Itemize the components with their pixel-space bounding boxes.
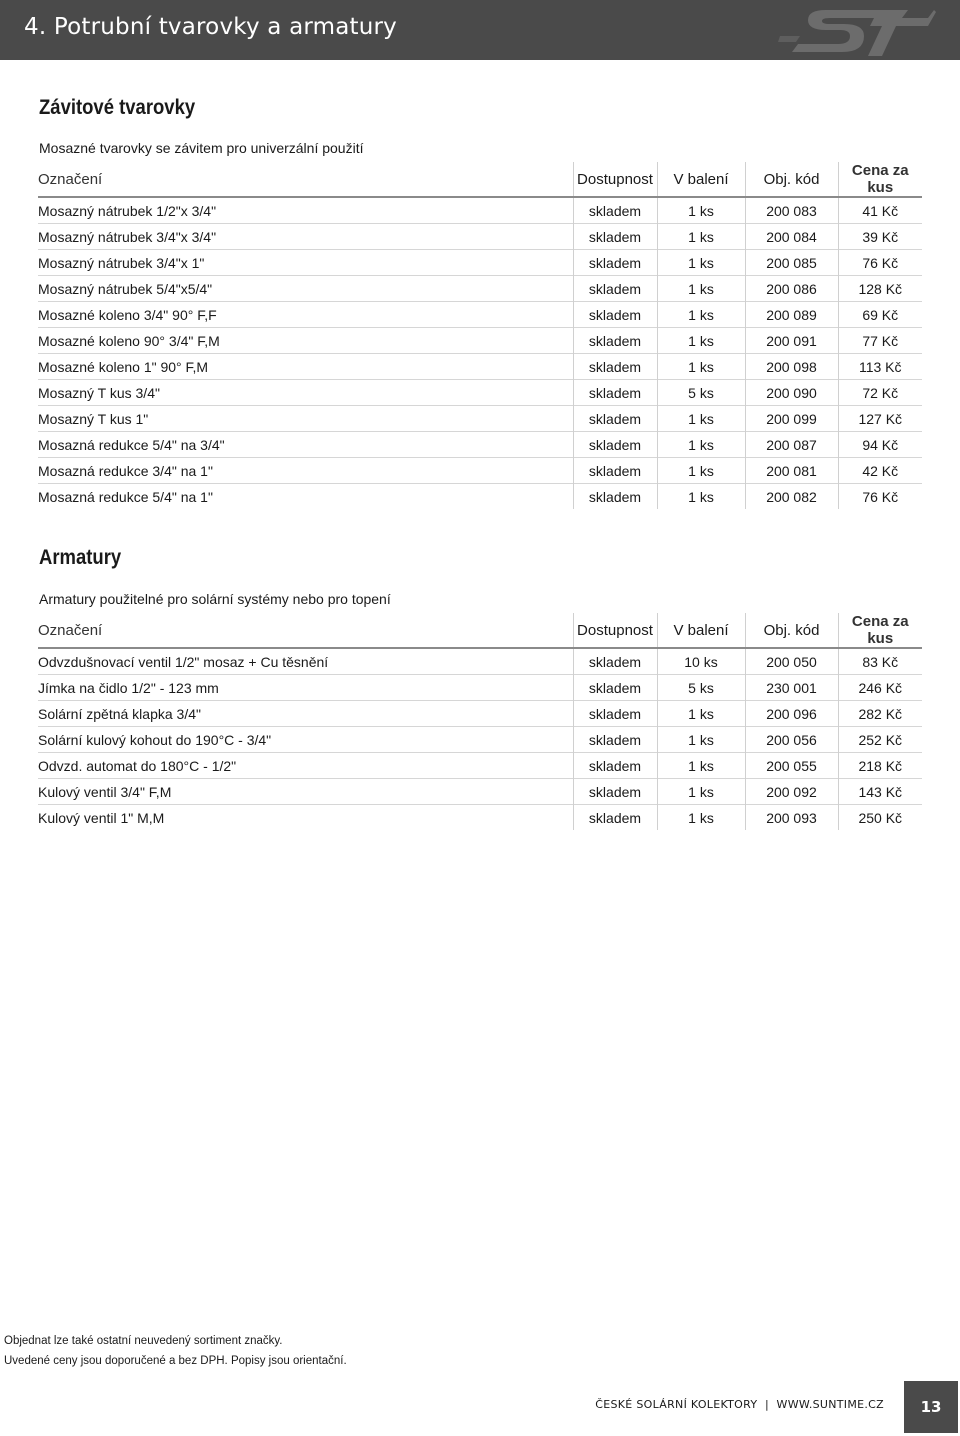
cell-availability: skladem [573, 354, 657, 380]
cell-name: Kulový ventil 1" M,M [38, 805, 573, 831]
table-header-row [38, 613, 922, 648]
cell-name: Mosazný nátrubek 3/4"x 3/4" [38, 224, 573, 250]
cell-name: Mosazný T kus 3/4" [38, 380, 573, 406]
section-title-fittings: Závitové tvarovky [39, 96, 196, 119]
valves-table [38, 613, 922, 830]
cell-pack: 1 ks [657, 406, 745, 432]
cell-pack: 10 ks [657, 648, 745, 675]
cell-code: 200 083 [745, 197, 838, 224]
cell-price: 252 Kč [838, 727, 922, 753]
cell-pack: 1 ks [657, 484, 745, 510]
cell-name: Solární zpětná klapka 3/4" [38, 701, 573, 727]
cell-pack: 1 ks [657, 432, 745, 458]
cell-price: 69 Kč [838, 302, 922, 328]
column-header-code: Obj. kód [745, 613, 838, 648]
cell-pack: 1 ks [657, 727, 745, 753]
cell-availability: skladem [573, 701, 657, 727]
cell-code: 200 085 [745, 250, 838, 276]
cell-name: Kulový ventil 3/4" F,M [38, 779, 573, 805]
cell-price: 113 Kč [838, 354, 922, 380]
cell-pack: 1 ks [657, 779, 745, 805]
cell-code: 200 096 [745, 701, 838, 727]
footnote-sortiment: Objednat lze také ostatní neuvedený sortiment značky. [4, 1335, 283, 1347]
column-header-pack: V balení [657, 613, 745, 648]
cell-code: 230 001 [745, 675, 838, 701]
cell-price: 42 Kč [838, 458, 922, 484]
table-row [38, 779, 922, 805]
column-header-name: Označení [38, 621, 103, 639]
table-row [38, 328, 922, 354]
cell-price: 76 Kč [838, 250, 922, 276]
cell-name: Mosazný T kus 1" [38, 406, 573, 432]
footnote-prices: Uvedené ceny jsou doporučené a bez DPH. Popisy jsou orientační. [4, 1355, 347, 1367]
table-row [38, 805, 922, 831]
column-header-price: Cena za kus [838, 162, 922, 197]
table-row [38, 727, 922, 753]
cell-code: 200 082 [745, 484, 838, 510]
cell-name: Odvzd. automat do 180°C - 1/2" [38, 753, 573, 779]
footer-website: ČESKÉ SOLÁRNÍ KOLEKTORY | WWW.SUNTIME.CZ [595, 1398, 884, 1411]
cell-availability: skladem [573, 675, 657, 701]
column-header-availability: Dostupnost [573, 162, 657, 197]
cell-availability: skladem [573, 302, 657, 328]
cell-availability: skladem [573, 484, 657, 510]
cell-code: 200 086 [745, 276, 838, 302]
cell-code: 200 087 [745, 432, 838, 458]
cell-name: Mosazná redukce 5/4" na 3/4" [38, 432, 573, 458]
cell-price: 72 Kč [838, 380, 922, 406]
cell-name: Mosazný nátrubek 3/4"x 1" [38, 250, 573, 276]
cell-price: 246 Kč [838, 675, 922, 701]
cell-price: 143 Kč [838, 779, 922, 805]
cell-name: Mosazné koleno 90° 3/4" F,M [38, 328, 573, 354]
cell-name: Jímka na čidlo 1/2" - 123 mm [38, 675, 573, 701]
cell-name: Mosazné koleno 1" 90° F,M [38, 354, 573, 380]
cell-availability: skladem [573, 380, 657, 406]
cell-pack: 1 ks [657, 224, 745, 250]
table-row [38, 354, 922, 380]
cell-name: Odvzdušnovací ventil 1/2" mosaz + Cu těsnění [38, 648, 573, 675]
cell-name: Solární kulový kohout do 190°C - 3/4" [38, 727, 573, 753]
table-row [38, 675, 922, 701]
cell-availability: skladem [573, 753, 657, 779]
table-row [38, 432, 922, 458]
cell-price: 250 Kč [838, 805, 922, 831]
cell-pack: 1 ks [657, 753, 745, 779]
suntime-logo-icon [778, 6, 938, 58]
cell-price: 76 Kč [838, 484, 922, 510]
cell-pack: 5 ks [657, 380, 745, 406]
table-row [38, 753, 922, 779]
cell-availability: skladem [573, 224, 657, 250]
cell-pack: 1 ks [657, 276, 745, 302]
page-number: 13 [904, 1381, 958, 1433]
page-header [0, 0, 960, 60]
cell-price: 128 Kč [838, 276, 922, 302]
cell-pack: 1 ks [657, 354, 745, 380]
cell-price: 41 Kč [838, 197, 922, 224]
cell-pack: 1 ks [657, 701, 745, 727]
cell-price: 83 Kč [838, 648, 922, 675]
table-row [38, 250, 922, 276]
cell-name: Mosazná redukce 5/4" na 1" [38, 484, 573, 510]
table-row [38, 380, 922, 406]
cell-price: 282 Kč [838, 701, 922, 727]
cell-pack: 1 ks [657, 328, 745, 354]
cell-availability: skladem [573, 276, 657, 302]
cell-availability: skladem [573, 458, 657, 484]
page-title: 4. Potrubní tvarovky a armatury [24, 14, 397, 40]
cell-availability: skladem [573, 648, 657, 675]
cell-name: Mosazné koleno 3/4" 90° F,F [38, 302, 573, 328]
table-row [38, 197, 922, 224]
cell-pack: 5 ks [657, 675, 745, 701]
cell-availability: skladem [573, 432, 657, 458]
cell-availability: skladem [573, 197, 657, 224]
section-title-valves: Armatury [39, 546, 122, 569]
cell-price: 94 Kč [838, 432, 922, 458]
cell-pack: 1 ks [657, 302, 745, 328]
cell-code: 200 056 [745, 727, 838, 753]
table-header-row [38, 162, 922, 197]
cell-price: 39 Kč [838, 224, 922, 250]
fittings-table [38, 162, 922, 509]
cell-code: 200 081 [745, 458, 838, 484]
cell-code: 200 098 [745, 354, 838, 380]
table-row [38, 701, 922, 727]
table-row [38, 458, 922, 484]
cell-code: 200 099 [745, 406, 838, 432]
cell-availability: skladem [573, 727, 657, 753]
table-row [38, 484, 922, 510]
section-subtitle-valves: Armatury použitelné pro solární systémy nebo pro topení [39, 591, 391, 607]
cell-pack: 1 ks [657, 197, 745, 224]
cell-code: 200 084 [745, 224, 838, 250]
cell-code: 200 050 [745, 648, 838, 675]
table-row [38, 302, 922, 328]
cell-pack: 1 ks [657, 458, 745, 484]
table-row [38, 406, 922, 432]
column-header-name: Označení [38, 170, 103, 188]
column-header-price: Cena za kus [838, 613, 922, 648]
cell-availability: skladem [573, 250, 657, 276]
cell-availability: skladem [573, 406, 657, 432]
cell-availability: skladem [573, 779, 657, 805]
cell-price: 127 Kč [838, 406, 922, 432]
cell-availability: skladem [573, 328, 657, 354]
cell-price: 77 Kč [838, 328, 922, 354]
cell-code: 200 092 [745, 779, 838, 805]
cell-price: 218 Kč [838, 753, 922, 779]
cell-code: 200 089 [745, 302, 838, 328]
table-row [38, 276, 922, 302]
cell-code: 200 055 [745, 753, 838, 779]
cell-code: 200 093 [745, 805, 838, 831]
cell-code: 200 090 [745, 380, 838, 406]
column-header-pack: V balení [657, 162, 745, 197]
cell-name: Mosazný nátrubek 1/2"x 3/4" [38, 197, 573, 224]
cell-code: 200 091 [745, 328, 838, 354]
table-row [38, 224, 922, 250]
column-header-code: Obj. kód [745, 162, 838, 197]
table-row [38, 648, 922, 675]
cell-pack: 1 ks [657, 805, 745, 831]
section-subtitle-fittings: Mosazné tvarovky se závitem pro univerzální použití [39, 140, 364, 156]
cell-pack: 1 ks [657, 250, 745, 276]
cell-availability: skladem [573, 805, 657, 831]
column-header-availability: Dostupnost [573, 613, 657, 648]
cell-name: Mosazný nátrubek 5/4"x5/4" [38, 276, 573, 302]
cell-name: Mosazná redukce 3/4" na 1" [38, 458, 573, 484]
